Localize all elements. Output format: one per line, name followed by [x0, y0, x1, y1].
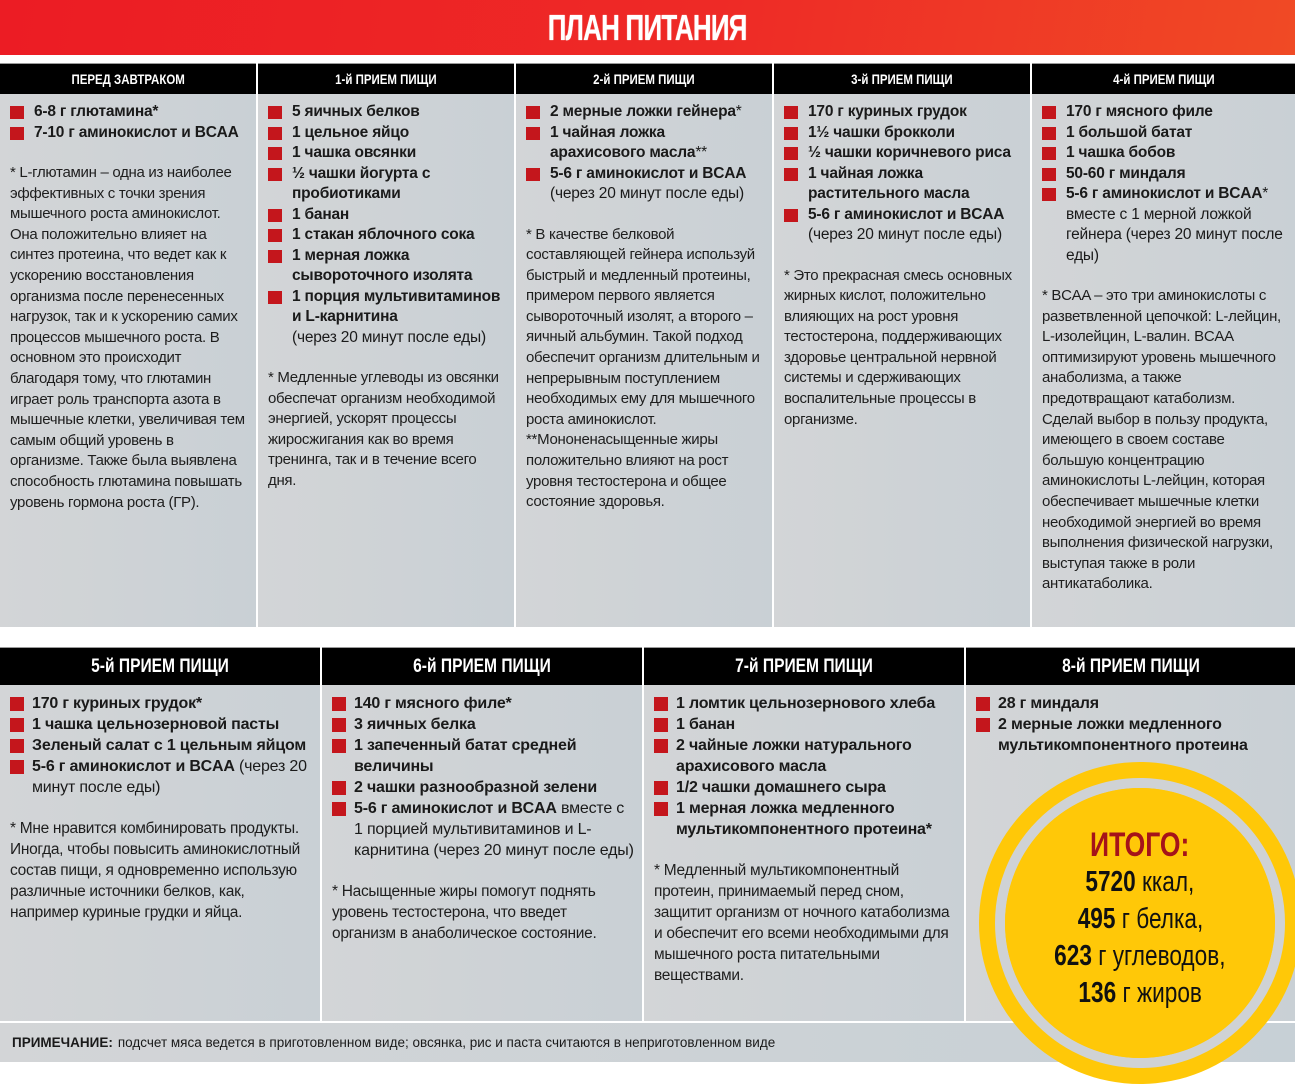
food-item-note: вместе с 1 порцией мультивитаминов и L-карнитина (через 20 минут после еды) — [354, 800, 634, 859]
square-bullet-icon — [332, 739, 346, 753]
food-item — [10, 756, 312, 798]
totals-badge — [979, 762, 1295, 1084]
food-item — [1042, 184, 1287, 266]
food-list — [784, 102, 1022, 246]
totals-fat-unit: г жиров — [1115, 977, 1202, 1009]
meal-header-label: 2-й ПРИЕМ ПИЩИ — [593, 71, 695, 87]
meal-column — [322, 647, 644, 1021]
square-bullet-icon — [332, 697, 346, 711]
food-item-text: 170 г куриных грудок — [808, 103, 967, 120]
square-bullet-icon — [784, 147, 798, 160]
meal-header-label: 4-й ПРИЕМ ПИЩИ — [1112, 71, 1215, 87]
meal-header-label: ПЕРЕД ЗАВТРАКОМ — [71, 71, 185, 87]
food-item-note: * — [1262, 185, 1269, 202]
food-list — [526, 102, 764, 205]
square-bullet-icon — [1042, 147, 1056, 160]
meal-footnote: * Это прекрасная смесь основных жирных кислот, положительно влияющих на рост уровня тестостерона, поддерживающих здоровье центральной нервной системы и сдерживающих воспалительные процессы в организме. — [784, 266, 1012, 428]
food-item-text: 1 запеченный батат средней величины — [354, 737, 577, 775]
food-item-text: 1 большой батат — [1066, 123, 1193, 141]
food-list — [976, 693, 1287, 756]
square-bullet-icon — [784, 127, 798, 140]
food-list — [654, 693, 956, 840]
square-bullet-icon — [526, 127, 540, 140]
food-item — [1042, 123, 1287, 144]
meal-footnote: * В качестве белковой составляющей гейнера используй быстрый и медленный протеины, примером первого является сывороточный изолят, а второго – яичный альбумин. Такой подход обеспечит организм длительным и непрерывным поступлением необходимых ему для мышечного роста аминокислот. **Мононенасыщенные жиры положительно влияют на рост уровня тестостерона и общее состояние здоровья. — [526, 225, 760, 511]
meal-footnote: * L-глютамин – одна из наиболее эффективных с точки зрения мышечного роста аминокислот. Она положительно влияет на синтез протеина, что ведет как к ускорению восстановления организма после перенесенных нагрузок, так и к ускорению самих процессов мышечного роста. В основном это происходит благодаря тому, что глютамин играет роль транспорта азота в мышечные клетки, увеличивая тем самым общий уровень в организме. Также была выявлена способность глютамина повышать уровень гормона роста (ГР). — [10, 164, 245, 511]
meal-header — [1032, 63, 1295, 94]
food-item-text: 1 банан — [292, 205, 350, 223]
square-bullet-icon — [10, 106, 24, 119]
food-item — [784, 123, 1022, 144]
food-item-text: 1 чашка овсянки — [292, 144, 417, 161]
food-item-text: Зеленый салат с 1 цельным яйцом — [32, 737, 306, 754]
food-item-text: 5-6 г аминокислот и BCAA — [1066, 185, 1263, 202]
meal-body — [1032, 94, 1295, 627]
food-item — [784, 143, 1022, 164]
food-list — [332, 693, 634, 861]
food-item — [784, 102, 1022, 123]
food-item — [10, 102, 248, 123]
food-item-timing: вместе с 1 мерной ложкой гейнера (через 20 минут после еды) — [1066, 205, 1283, 264]
food-item-text: 1 чашка бобов — [1066, 144, 1176, 161]
square-bullet-icon — [654, 802, 668, 816]
food-item — [10, 714, 312, 735]
food-item — [526, 123, 764, 164]
meal-footnote: * Мне нравится комбинировать продукты. Иногда, чтобы повысить аминокислотный состав пищи, я одновременно использую различные источники белков, как, например куриные грудки и яйца. — [10, 820, 300, 921]
square-bullet-icon — [268, 209, 282, 222]
square-bullet-icon — [10, 760, 24, 774]
meal-footnote: * Медленные углеводы из овсянки обеспечат организм необходимой энергией, ускорят процессы жиросжигания как во время тренинга, так и в течение всего дня. — [268, 369, 499, 489]
totals-protein-value: 495 — [1077, 903, 1115, 935]
meal-header — [966, 647, 1295, 685]
food-item-text: 2 чашки разнообразной зелени — [354, 779, 598, 796]
food-list — [10, 102, 248, 143]
food-item-text: 1 цельное яйцо — [292, 123, 409, 141]
food-item — [654, 798, 956, 840]
food-item-text: 1 чайная ложка растительного масла — [808, 164, 970, 202]
food-item — [268, 102, 506, 123]
food-item — [1042, 102, 1287, 123]
square-bullet-icon — [654, 781, 668, 795]
food-item-note: * — [735, 103, 742, 120]
food-item — [784, 164, 1022, 205]
meal-body — [644, 685, 964, 1021]
food-item — [654, 777, 956, 798]
food-item-text: 1 банан — [676, 716, 735, 733]
meal-column — [516, 63, 774, 627]
totals-protein-unit: г белка, — [1114, 903, 1203, 935]
totals-title: ИТОГО: — [1090, 826, 1190, 864]
food-item-text: 170 г мясного филе — [1066, 103, 1213, 120]
food-item — [332, 735, 634, 777]
food-list — [1042, 102, 1287, 266]
square-bullet-icon — [10, 718, 24, 732]
totals-carbs — [1054, 938, 1225, 975]
square-bullet-icon — [526, 106, 540, 119]
meal-header-label: 1-й ПРИЕМ ПИЩИ — [335, 71, 437, 87]
square-bullet-icon — [526, 168, 540, 181]
square-bullet-icon — [654, 739, 668, 753]
food-item — [784, 205, 1022, 246]
note-label: ПРИМЕЧАНИЕ: — [12, 1035, 113, 1050]
food-item-text: 1 мерная ложка медленного мультикомпонентного протеина* — [676, 800, 932, 838]
totals-fat-value: 136 — [1078, 977, 1116, 1009]
meal-header-label: 7-й ПРИЕМ ПИЩИ — [735, 655, 873, 677]
square-bullet-icon — [1042, 127, 1056, 140]
meal-header — [258, 63, 514, 94]
food-item — [10, 735, 312, 756]
square-bullet-icon — [332, 781, 346, 795]
square-bullet-icon — [976, 697, 990, 711]
meal-header — [322, 647, 642, 685]
food-item — [332, 777, 634, 798]
food-item — [332, 714, 634, 735]
food-item-text: 1 чашка цельнозерновой пасты — [32, 716, 280, 733]
meal-body — [0, 685, 320, 1021]
food-item-text: 1 чайная ложка арахисового масла — [550, 123, 696, 161]
meal-body — [258, 94, 514, 627]
food-item-text: 5-6 г аминокислот и BCAA — [808, 205, 1005, 223]
food-item — [268, 287, 506, 349]
totals-carbs-value: 623 — [1054, 940, 1093, 972]
food-item — [976, 714, 1287, 756]
page-title: ПЛАН ПИТАНИЯ — [548, 6, 747, 48]
food-item-text: ½ чашки йогурта с пробиотиками — [292, 164, 431, 202]
square-bullet-icon — [976, 718, 990, 732]
meal-footnote: * BCAA – это три аминокислоты с разветвленной цепочкой: L-лейцин, L-изолейцин, L-валин. BCAA оптимизируют уровень мышечного анаболизма, а также предотвращают катаболизм. Сделай выбор в пользу продукта, имеющего в своем составе большую концентрацию аминокислоты L-лейцин, которая обеспечивает мышечные клетки необходимой энергией во время выполнения физической нагрузки, выступая также в роли антикатаболика. — [1042, 287, 1281, 593]
meal-column — [258, 63, 516, 627]
square-bullet-icon — [10, 127, 24, 140]
totals-protein — [1077, 901, 1203, 938]
food-item-text: 1 мерная ложка сывороточного изолята — [292, 246, 473, 284]
meal-body — [516, 94, 772, 627]
food-item-text: 2 мерные ложки гейнера — [550, 103, 736, 120]
food-item-text: 2 мерные ложки медленного мультикомпонентного протеина — [998, 716, 1248, 754]
meal-header-label: 5-й ПРИЕМ ПИЩИ — [91, 655, 229, 677]
food-item-text: 3 яичных белка — [354, 716, 476, 733]
meal-column — [0, 647, 322, 1021]
food-item — [654, 714, 956, 735]
meal-body — [774, 94, 1030, 627]
food-item — [1042, 164, 1287, 185]
food-item-timing: (через 20 минут после еды) — [808, 226, 1002, 243]
meal-column — [0, 63, 258, 627]
food-item — [526, 164, 764, 205]
meal-header — [774, 63, 1030, 94]
food-item-text: 5-6 г аминокислот и BCAA — [32, 758, 235, 775]
food-item-text: 2 чайные ложки натурального арахисового масла — [676, 737, 912, 775]
food-item-text: 1 порция мультивитаминов и L-карнитина — [292, 287, 501, 325]
food-item — [526, 102, 764, 123]
title-banner — [0, 0, 1295, 55]
food-item-text: 140 г мясного филе* — [354, 695, 512, 712]
food-item-text: 5-6 г аминокислот и BCAA — [550, 164, 747, 182]
square-bullet-icon — [332, 718, 346, 732]
square-bullet-icon — [784, 209, 798, 222]
meal-header — [0, 647, 320, 685]
totals-carbs-unit: г углеводов, — [1092, 940, 1226, 972]
square-bullet-icon — [268, 168, 282, 181]
food-item — [268, 164, 506, 205]
square-bullet-icon — [332, 802, 346, 816]
food-item-note: ** — [695, 144, 708, 161]
meal-column — [644, 647, 966, 1021]
food-item-timing: (через 20 минут после еды) — [292, 328, 486, 346]
food-item — [10, 123, 248, 144]
food-item-text: 1 ломтик цельнозернового хлеба — [676, 695, 936, 712]
food-item — [268, 205, 506, 226]
meal-header — [644, 647, 964, 685]
food-item-text: 6-8 г глютамина* — [34, 103, 159, 120]
square-bullet-icon — [268, 250, 282, 263]
food-item-text: 28 г миндаля — [998, 695, 1099, 712]
food-item-text: 7-10 г аминокислот и BCAA — [34, 123, 239, 141]
food-item — [268, 225, 506, 246]
food-item-note: (через 20 минут после еды) — [32, 758, 307, 796]
note-text: подсчет мяса ведется в приготовленном виде; овсянка, рис и паста считаются в неприготовленном виде — [117, 1035, 776, 1050]
food-list — [268, 102, 506, 348]
top-meal-grid — [0, 63, 1295, 627]
food-item-text: 1/2 чашки домашнего сыра — [676, 779, 886, 796]
food-item-text: 1 стакан яблочного сока — [292, 226, 475, 243]
food-item-text: 170 г куриных грудок* — [32, 695, 202, 712]
food-item — [654, 735, 956, 777]
meal-header-label: 3-й ПРИЕМ ПИЩИ — [851, 71, 953, 87]
food-list — [10, 693, 312, 798]
meal-header — [516, 63, 772, 94]
food-item — [268, 143, 506, 164]
square-bullet-icon — [1042, 188, 1056, 201]
food-item — [976, 693, 1287, 714]
square-bullet-icon — [268, 127, 282, 140]
food-item-text: 50-60 г миндаля — [1066, 164, 1186, 182]
square-bullet-icon — [784, 106, 798, 119]
meal-body — [322, 685, 642, 1021]
totals-content — [1005, 788, 1275, 1058]
meal-body — [0, 94, 256, 627]
meal-header — [0, 63, 256, 94]
square-bullet-icon — [268, 229, 282, 242]
meal-footnote: * Медленный мультикомпонентный протеин, принимаемый перед сном, защитит организм от ночного катаболизма и обеспечит его всеми необходимыми для мышечного роста питательными веществами. — [654, 862, 950, 984]
square-bullet-icon — [268, 147, 282, 160]
meal-header-label: 6-й ПРИЕМ ПИЩИ — [413, 655, 551, 677]
food-item-timing: (через 20 минут после еды) — [550, 185, 744, 202]
square-bullet-icon — [10, 739, 24, 753]
food-item — [10, 693, 312, 714]
square-bullet-icon — [654, 718, 668, 732]
totals-calories — [1086, 864, 1195, 901]
totals-calories-value: 5720 — [1085, 866, 1136, 898]
food-item-text: 5-6 г аминокислот и BCAA — [354, 800, 557, 817]
meal-column — [1032, 63, 1295, 627]
meal-footnote: * Насыщенные жиры помогут поднять уровень тестостерона, что введет организм в анаболическое состояние. — [332, 883, 597, 942]
meal-header-label: 8-й ПРИЕМ ПИЩИ — [1061, 655, 1200, 677]
food-item — [1042, 143, 1287, 164]
food-item — [268, 123, 506, 144]
totals-calories-unit: ккал, — [1135, 866, 1195, 898]
totals-fat — [1078, 975, 1202, 1012]
food-item — [654, 693, 956, 714]
meal-column — [774, 63, 1032, 627]
square-bullet-icon — [10, 697, 24, 711]
square-bullet-icon — [268, 291, 282, 304]
food-item — [268, 246, 506, 287]
square-bullet-icon — [1042, 168, 1056, 181]
food-item — [332, 798, 634, 861]
food-item-text: 1½ чашки брокколи — [808, 123, 955, 141]
square-bullet-icon — [784, 168, 798, 181]
food-item-text: ½ чашки коричневого риса — [808, 144, 1011, 161]
square-bullet-icon — [1042, 106, 1056, 119]
food-item — [332, 693, 634, 714]
square-bullet-icon — [268, 106, 282, 119]
food-item-text: 5 яичных белков — [292, 103, 420, 120]
square-bullet-icon — [654, 697, 668, 711]
